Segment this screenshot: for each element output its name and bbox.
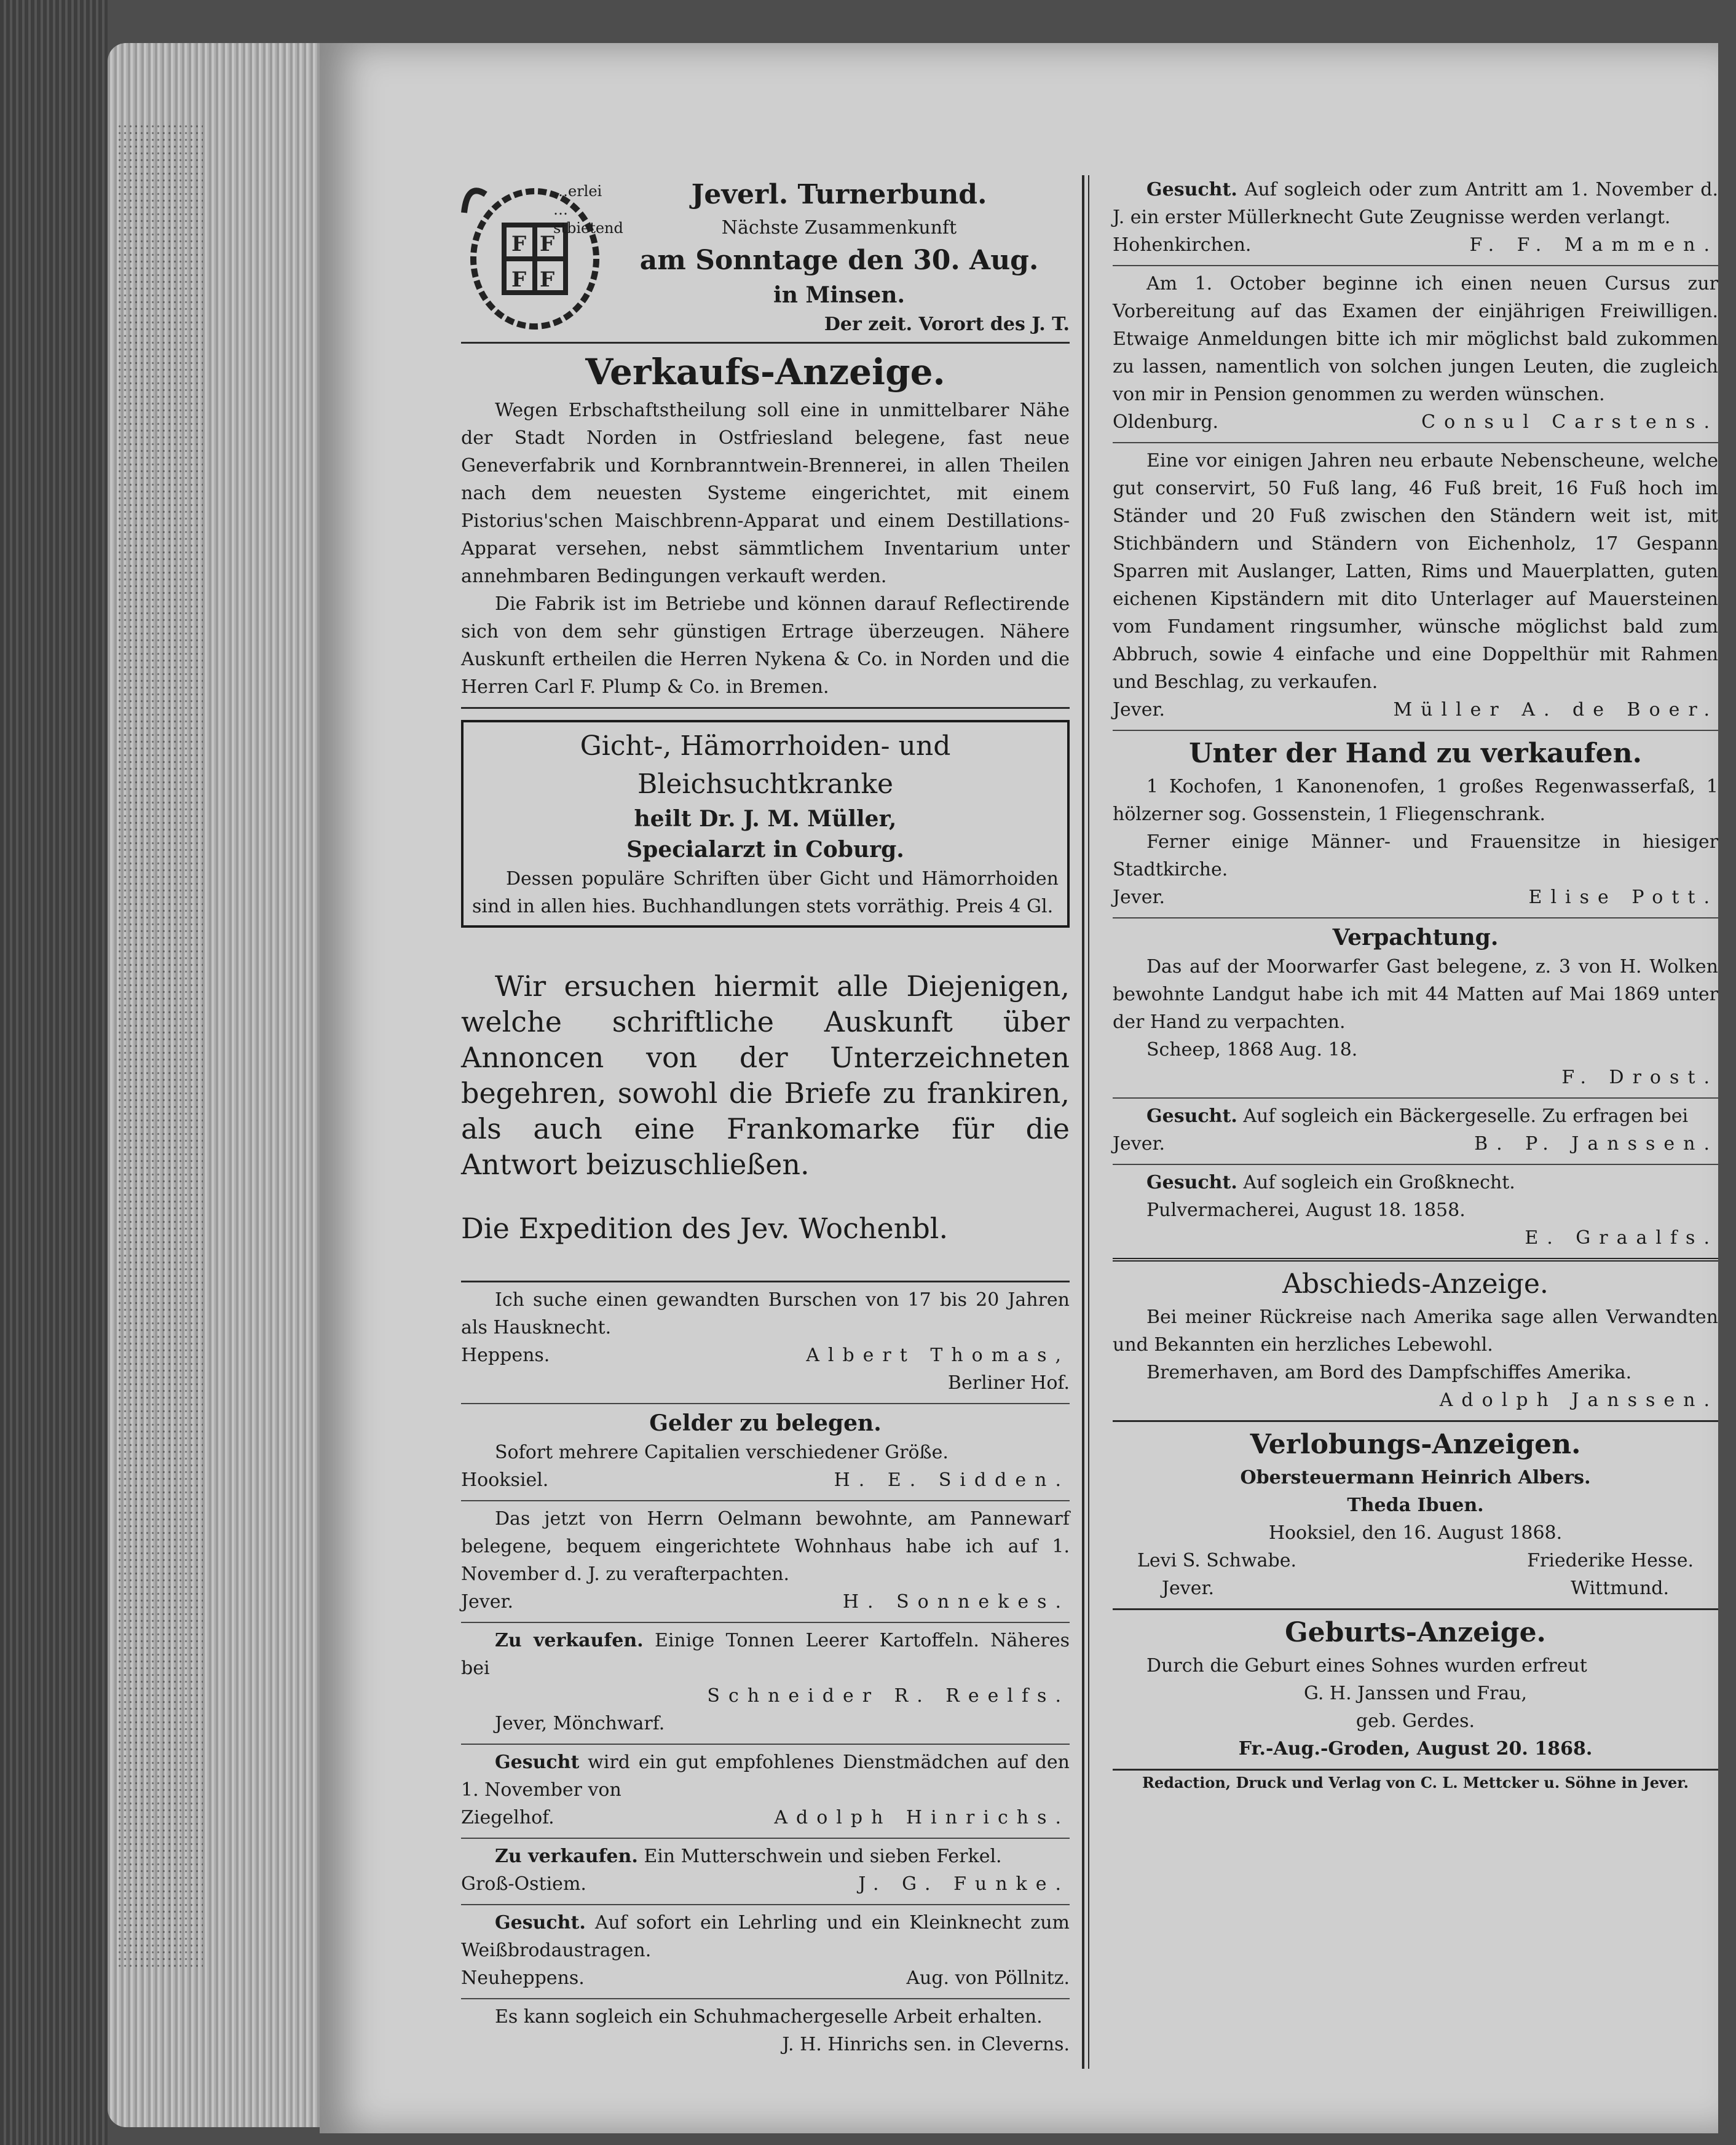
baecker-text: Auf sogleich ein Bäckergeselle. Zu erfragen bei [1243, 1105, 1689, 1127]
kartoffeln-ad [461, 1623, 1070, 1745]
verkaufs-anzeige [461, 344, 1070, 709]
hausknecht-place: Heppens. [461, 1345, 550, 1366]
mutterschwein-name: J. G. Funke. [858, 1873, 1070, 1895]
turnerbund-text [609, 176, 1070, 338]
turnerbund-place: in Minsen. [773, 282, 905, 308]
verpachtung-ad [1113, 918, 1718, 1099]
wohnhaus-ad [461, 1501, 1070, 1623]
muellerknecht-lead: Gesucht. [1146, 179, 1237, 200]
geburt-l2: geb. Gerdes. [1355, 1710, 1475, 1732]
lehrling-ad [461, 1905, 1070, 1999]
dienstmaedchen-lead: Gesucht [495, 1752, 580, 1773]
verpachtung-date: Scheep, 1868 Aug. 18. [1146, 1039, 1358, 1061]
verlobung-ad [1113, 1422, 1718, 1610]
schuhmacher-text: Es kann sogleich ein Schuhmachergeselle Arbeit erhalten. [495, 2006, 1043, 2028]
gelder-place: Hooksiel. [461, 1469, 549, 1491]
verlobung-l3: Hooksiel, den 16. August 1868. [1268, 1522, 1563, 1544]
grossknecht-lead: Gesucht. [1146, 1172, 1237, 1193]
dienstmaedchen-name: Adolph Hinrichs. [774, 1807, 1070, 1828]
muellerknecht-text: Auf sogleich oder zum Antritt am 1. November d. J. ein erster Müllerknecht Gute Zeugnisse werden verlangt. [1113, 179, 1718, 228]
gicht-ad [461, 720, 1070, 928]
scheune-ad [1113, 443, 1718, 731]
baecker-lead: Gesucht. [1146, 1105, 1237, 1127]
scheune-place: Jever. [1113, 699, 1166, 721]
mutterschwein-ad [461, 1839, 1070, 1905]
baecker-ad [1113, 1099, 1718, 1165]
dienstmaedchen-ad [461, 1745, 1070, 1839]
column-divider-2 [1088, 175, 1089, 2069]
gelder-ad [461, 1404, 1070, 1501]
abschied-ad [1113, 1262, 1718, 1422]
page-edge-speckle [117, 123, 203, 1967]
lehrling-place: Neuheppens. [461, 1967, 585, 1989]
mutterschwein-text: Ein Mutterschwein und sieben Ferkel. [644, 1846, 1002, 1867]
geburt-text: Durch die Geburt eines Sohnes wurden erfreut [1146, 1655, 1587, 1677]
turnerbund-title: Jeverl. Turnerbund. [691, 179, 987, 210]
grossknecht-ad [1113, 1165, 1718, 1262]
column-divider [1082, 175, 1084, 2069]
verlobung-l1: Obersteuermann Heinrich Albers. [1240, 1467, 1591, 1488]
geburt-title: Geburts-Anzeige. [1285, 1617, 1546, 1648]
turnerbund-date: am Sonntage den 30. Aug. [639, 245, 1039, 276]
abschied-name: Adolph Janssen. [1439, 1389, 1718, 1411]
abschied-text2: Bremerhaven, am Bord des Dampfschiffes Amerika. [1146, 1362, 1632, 1383]
wohnhaus-place: Jever. [461, 1591, 514, 1613]
hand-name: Elise Pott. [1528, 887, 1718, 908]
verlobung-n2: Friederike Hesse. [1527, 1550, 1694, 1571]
hausknecht-ad [461, 1282, 1070, 1404]
wohnhaus-text: Das jetzt von Herrn Oelmann bewohnte, am Pannewarf belegene, bequem eingerichtete Wohnhaus habe ich auf 1. November d. J. zu verafterpachten. [461, 1508, 1070, 1585]
baecker-place: Jever. [1113, 1133, 1166, 1155]
svg-text:F: F [511, 267, 527, 292]
geburt-l1: G. H. Janssen und Frau, [1303, 1683, 1528, 1704]
expedition-notice [461, 936, 1070, 1282]
baecker-name: B. P. Janssen. [1474, 1133, 1718, 1155]
expedition-text: Wir ersuchen hiermit alle Diejenigen, welche schriftliche Auskunft über Annoncen von der Unterzeichneten begehren, sowohl die Briefe zu frankiren, als auch eine Frankomarke für die Antwort beizuschließen. [461, 970, 1070, 1181]
hand-verkauf-ad [1113, 731, 1718, 918]
imprint-footer: Redaction, Druck und Verlag von C. L. Mettcker u. Söhne in Jever. [1113, 1769, 1718, 1795]
cursus-ad [1113, 266, 1718, 443]
scheune-name: Müller A. de Boer. [1393, 699, 1718, 721]
dienstmaedchen-text: wird ein gut empfohlenes Dienstmädchen auf den 1. November von [461, 1752, 1070, 1801]
verkaufs-p1: Wegen Erbschaftstheilung soll eine in unmittelbarer Nähe der Stadt Norden in Ostfriesland belegene, fast neue Geneverfabrik und Kornbranntwein-Brennerei, in allen Theilen nach dem neuesten Systeme eingerichtet, mit einem Pistorius'schen Maischbrenn-Apparat und einem Destillations-Apparat versehen, nebst sämmtlichem Inventarium unter annehmbaren Bedingungen verkauft werden. [461, 400, 1070, 587]
geburt-l3: Fr.-Aug.-Groden, August 20. 1868. [1238, 1738, 1593, 1760]
geburt-ad [1113, 1610, 1718, 1769]
verlobung-l2: Theda Ibuen. [1347, 1495, 1484, 1516]
cursus-text: Am 1. October beginne ich einen neuen Cursus zur Vorbereitung auf das Examen der einjährigen Freiwilligen. Etwaige Anmeldungen bitte ich mir möglichst bald zukommen zu lassen, namentlich von solchen jungen Leuten, die zugleich von mir in Pension genommen zu werden wünschen. [1113, 273, 1718, 405]
verlobung-p2: Wittmund. [1571, 1578, 1669, 1599]
hand-p2: Ferner einige Männer- und Frauensitze in hiesiger Stadtkirche. [1113, 831, 1718, 880]
scan-background [0, 0, 108, 2145]
turner-emblem-icon [461, 176, 623, 336]
wohnhaus-name: H. Sonnekes. [842, 1591, 1070, 1613]
scheune-text: Eine vor einigen Jahren neu erbaute Nebenscheune, welche gut conservirt, 50 Fuß lang, 46 Fuß breit, 16 Fuß hoch im Ständer und 20 Fuß zwischen den Ständern weit ist, mit Stichbändern und Ständern von Eichenholz, 17 Gespann Sparren mit Auslanger, Latten, Rims und Mauerplatten, guten eichenen Kipständern mit dito Unterlager auf Mauersteinen vom Fundament ringsumher, wünsche möglichst bald zum Abbruch, sowie 4 einfache und eine Doppelthür mit Rahmen und Beschlag, zu verkaufen. [1113, 450, 1718, 693]
gelder-text: Sofort mehrere Capitalien verschiedener Größe. [495, 1442, 949, 1463]
muellerknecht-name: F. F. Mammen. [1469, 234, 1718, 256]
svg-text:F: F [511, 232, 527, 256]
verpachtung-title: Verpachtung. [1332, 925, 1499, 950]
turnerbund-ad [461, 172, 1070, 344]
newspaper-page [320, 43, 1718, 2133]
hand-p1: 1 Kochofen, 1 Kanonenofen, 1 großes Regenwasserfaß, 1 hölzerner sog. Gossenstein, 1 Fliegenschrank. [1113, 776, 1718, 825]
turnerbund-sign: Der zeit. Vorort des J. T. [824, 314, 1070, 335]
kartoffeln-lead: Zu verkaufen. [495, 1630, 644, 1651]
kartoffeln-place: Jever, Mönchwarf. [495, 1713, 665, 1734]
kartoffeln-name: Schneider R. Reelfs. [707, 1685, 1070, 1707]
svg-text:F: F [540, 232, 555, 256]
muellerknecht-place: Hohenkirchen. [1113, 234, 1252, 256]
verkaufs-title: Verkaufs-Anzeige. [585, 351, 945, 393]
grossknecht-text: Auf sogleich ein Großknecht. [1243, 1172, 1515, 1193]
mutterschwein-lead: Zu verkaufen. [495, 1846, 638, 1867]
schuhmacher-name: J. H. Hinrichs sen. in Cleverns. [782, 2034, 1070, 2055]
gicht-title2: Bleichsuchtkranke [637, 768, 894, 800]
hausknecht-name: Albert Thomas, [806, 1345, 1070, 1366]
dienstmaedchen-place: Ziegelhof. [461, 1807, 554, 1828]
left-column [461, 172, 1070, 2064]
kartoffeln-text: Einige Tonnen Leerer Kartoffeln. Näheres bei [461, 1630, 1070, 1679]
grossknecht-name: E. Graalfs. [1525, 1227, 1718, 1249]
gelder-title: Gelder zu belegen. [649, 1410, 882, 1436]
gicht-title1: Gicht-, Hämorrhoiden- und [580, 730, 951, 762]
abschied-text: Bei meiner Rückreise nach Amerika sage allen Verwandten und Bekannten ein herzliches Lebewohl. [1113, 1306, 1718, 1356]
hausknecht-text: Ich suche einen gewandten Burschen von 17 bis 20 Jahren als Hausknecht. [461, 1289, 1070, 1338]
turner-side-text: …erlei …stbietend [553, 183, 623, 237]
hand-place: Jever. [1113, 887, 1166, 908]
verpachtung-text: Das auf der Moorwarfer Gast belegene, z. 3 von H. Wolken bewohnte Landgut habe ich mit 44 Matten auf Mai 1869 unter der Hand zu verpachten. [1113, 956, 1718, 1033]
schuhmacher-ad [461, 1999, 1070, 2064]
gicht-doctor: heilt Dr. J. M. Müller, [634, 806, 897, 832]
verpachtung-name: F. Drost. [1561, 1067, 1718, 1088]
hausknecht-name2: Berliner Hof. [947, 1372, 1070, 1394]
verlobung-n1: Levi S. Schwabe. [1137, 1550, 1297, 1571]
muellerknecht-ad [1113, 172, 1718, 266]
grossknecht-date: Pulvermacherei, August 18. 1858. [1146, 1199, 1466, 1221]
cursus-place: Oldenburg. [1113, 411, 1219, 433]
verkaufs-p2: Die Fabrik ist im Betriebe und können darauf Reflectirende sich von dem sehr günstigen Ertrage überzeugen. Nähere Auskunft ertheilen die Herren Nykena & Co. in Norden und die Herren Carl F. Plump & Co. in Bremen. [461, 593, 1070, 698]
gicht-text: Dessen populäre Schriften über Gicht und Hämorrhoiden sind in allen hies. Buchhandlungen stets vorräthig. Preis 4 Gl. [472, 868, 1059, 917]
gicht-location: Specialarzt in Coburg. [626, 837, 904, 863]
expedition-sign: Die Expedition des Jev. Wochenbl. [461, 1212, 949, 1245]
hand-title: Unter der Hand zu verkaufen. [1189, 738, 1642, 769]
mutterschwein-place: Groß-Ostiem. [461, 1873, 586, 1895]
lehrling-text: Auf sofort ein Lehrling und ein Kleinknecht zum Weißbrodaustragen. [461, 1912, 1070, 1961]
right-column [1113, 172, 1718, 1795]
gelder-name: H. E. Sidden. [834, 1469, 1070, 1491]
lehrling-name: Aug. von Pöllnitz. [906, 1967, 1070, 1989]
turnerbund-subtitle: Nächste Zusammenkunft [721, 217, 957, 239]
lehrling-lead: Gesucht. [495, 1912, 586, 1934]
verlobung-title: Verlobungs-Anzeigen. [1250, 1429, 1581, 1460]
cursus-name: Consul Carstens. [1421, 411, 1718, 433]
verlobung-p1: Jever. [1162, 1578, 1215, 1599]
abschied-title: Abschieds-Anzeige. [1282, 1268, 1549, 1300]
svg-text:F: F [540, 267, 555, 292]
